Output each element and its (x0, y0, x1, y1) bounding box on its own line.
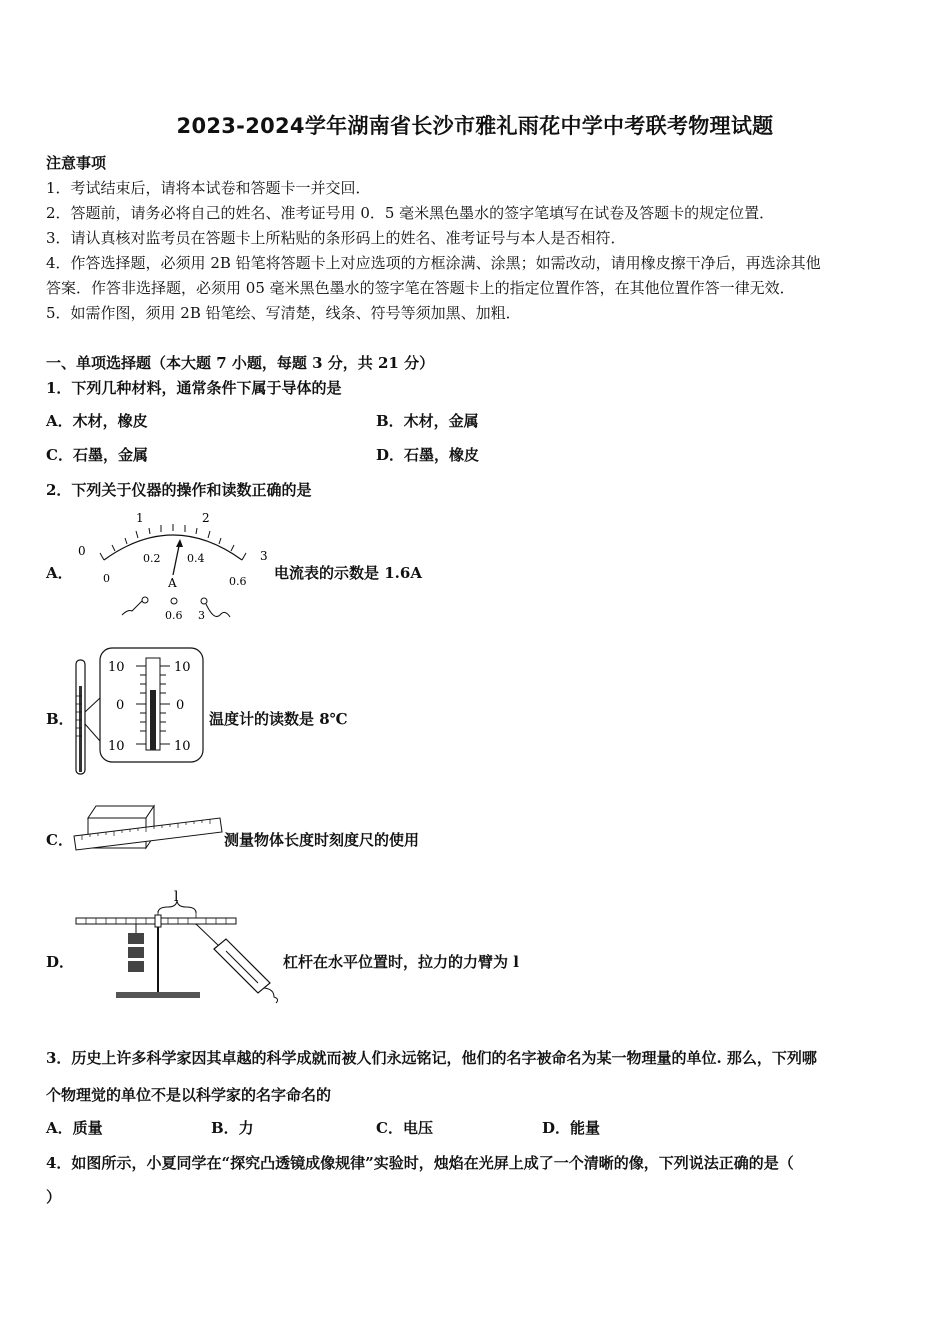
callout-line (85, 724, 100, 741)
thermometer-right-tick: 0 (176, 698, 185, 713)
q3-option-d: D．能量 (542, 1119, 601, 1137)
q1-option-d: D．石墨，橡皮 (376, 446, 480, 464)
q3-option-c: C．电压 (376, 1119, 433, 1137)
q1-stem: 1．下列几种材料，通常条件下属于导体的是 (46, 379, 342, 397)
thermometer-right-tick: 10 (174, 739, 191, 754)
weight (128, 933, 144, 944)
q4-stem-line1: 4．如图所示，小夏同学在“探究凸透镜成像规律”实验时，烛焰在光屏上成了一个清晰的像，下列说法正确的是（ (46, 1154, 794, 1172)
notice-item: 5．如需作图，须用 2B 铅笔绘、写清楚，线条、符号等须加黑、加粗． (46, 304, 521, 322)
lever-pivot (155, 915, 161, 927)
q2-option-b-label: B． (46, 710, 74, 728)
ammeter-figure (70, 505, 275, 625)
ammeter-terminal-06 (171, 598, 177, 604)
q3-stem-line1: 3．历史上许多科学家因其卓越的科学成就而被人们永远铭记，他们的名字被命名为某一物理量的单位. 那么，下列哪 (46, 1049, 817, 1067)
lever-arm-label: l (174, 889, 179, 905)
spring-scale-string (196, 924, 220, 947)
ammeter-unit: A (168, 576, 177, 590)
ammeter-wire (122, 601, 142, 615)
callout-line (85, 698, 100, 712)
weight (128, 947, 144, 958)
notice-item: 3．请认真核对监考员在答题卡上所粘贴的条形码上的姓名、准考证号与本人是否相符． (46, 229, 626, 247)
q1-option-b: B．木材，金属 (376, 412, 479, 430)
thermometer-left-tick: 10 (108, 660, 125, 675)
thermometer-left-tick: 10 (108, 739, 125, 754)
notice-item: 1．考试结束后，请将本试卷和答题卡一并交回． (46, 179, 371, 197)
q2-option-c-label: C． (46, 831, 73, 849)
spring-scale-body (214, 939, 270, 993)
q3-stem-line2: 个物理觉的单位不是以科学家的名字命名的 (46, 1086, 332, 1104)
ammeter-terminal-label: 3 (198, 609, 205, 622)
q2-option-c-text: 测量物体长度时刻度尺的使用 (224, 831, 420, 849)
notice-item: 2．答题前，请务必将自己的姓名、准考证号用 0．5 毫米黑色墨水的签字笔填写在试卷及答题卡的规定位置． (46, 204, 775, 222)
ammeter-terminal-3 (201, 598, 207, 604)
notice-heading: 注意事项 (46, 154, 107, 172)
q3-option-a: A．质量 (46, 1119, 103, 1137)
ammeter-bottom-tick: 0.6 (229, 575, 247, 588)
q1-option-c: C．石墨，金属 (46, 446, 148, 464)
lever-stand-base (116, 992, 200, 998)
q2-option-a-label: A． (46, 564, 73, 582)
q2-option-b-text: 温度计的读数是 8℃ (209, 710, 348, 728)
block-top (88, 806, 154, 818)
ammeter-bottom-tick: 0.2 (143, 552, 161, 565)
ammeter-terminal-minus (142, 597, 148, 603)
ammeter-ticks (100, 524, 246, 560)
thermometer-right-tick: 10 (174, 660, 191, 675)
spring-scale-hook (264, 988, 278, 1003)
page-title: 2023-2024学年湖南省长沙市雅礼雨花中学中考联考物理试题 (176, 114, 774, 138)
ammeter-scale-arc (104, 535, 242, 560)
ruler-figure (70, 802, 225, 854)
q2-stem: 2．下列关于仪器的操作和读数正确的是 (46, 481, 312, 499)
q4-stem-line2: ） (46, 1188, 62, 1206)
ammeter-top-tick: 3 (260, 549, 268, 563)
q2-option-d-label: D． (46, 953, 75, 971)
lever-figure (70, 885, 282, 1005)
thermometer-left-tick: 0 (116, 698, 125, 713)
ammeter-pointer-tip (176, 539, 183, 547)
ammeter-bottom-tick: 0 (103, 572, 110, 585)
thermometer-liquid (79, 686, 82, 772)
q2-option-d-text: 杠杆在水平位置时，拉力的力臂为 l (283, 953, 519, 971)
arm-brace (158, 901, 196, 913)
ammeter-top-tick: 0 (78, 544, 86, 558)
q2-option-a-text: 电流表的示数是 1.6A (274, 564, 422, 582)
ammeter-terminal-label: 0.6 (165, 609, 183, 622)
q3-option-b: B．力 (211, 1119, 254, 1137)
ammeter-bottom-tick: 0.4 (187, 552, 205, 565)
notice-item: 4．作答选择题，必须用 2B 铅笔将答题卡上对应选项的方框涂满、涂黑；如需改动，请用橡皮擦干净后，再选涂其他 (46, 254, 821, 272)
notice-item: 答案．作答非选择题，必须用 05 毫米黑色墨水的签字笔在答题卡上的指定位置作答，在其他位置作答一律无效． (46, 279, 795, 297)
q1-option-a: A．木材，橡皮 (46, 412, 148, 430)
ammeter-top-tick: 2 (202, 511, 210, 525)
weight (128, 961, 144, 972)
ammeter-top-tick: 1 (136, 511, 144, 525)
thermometer-zoom-liquid (150, 690, 156, 750)
section-heading: 一、单项选择题（本大题 7 小题，每题 3 分，共 21 分） (46, 354, 435, 372)
thermometer-figure (70, 646, 210, 781)
ammeter-wire (206, 604, 230, 617)
